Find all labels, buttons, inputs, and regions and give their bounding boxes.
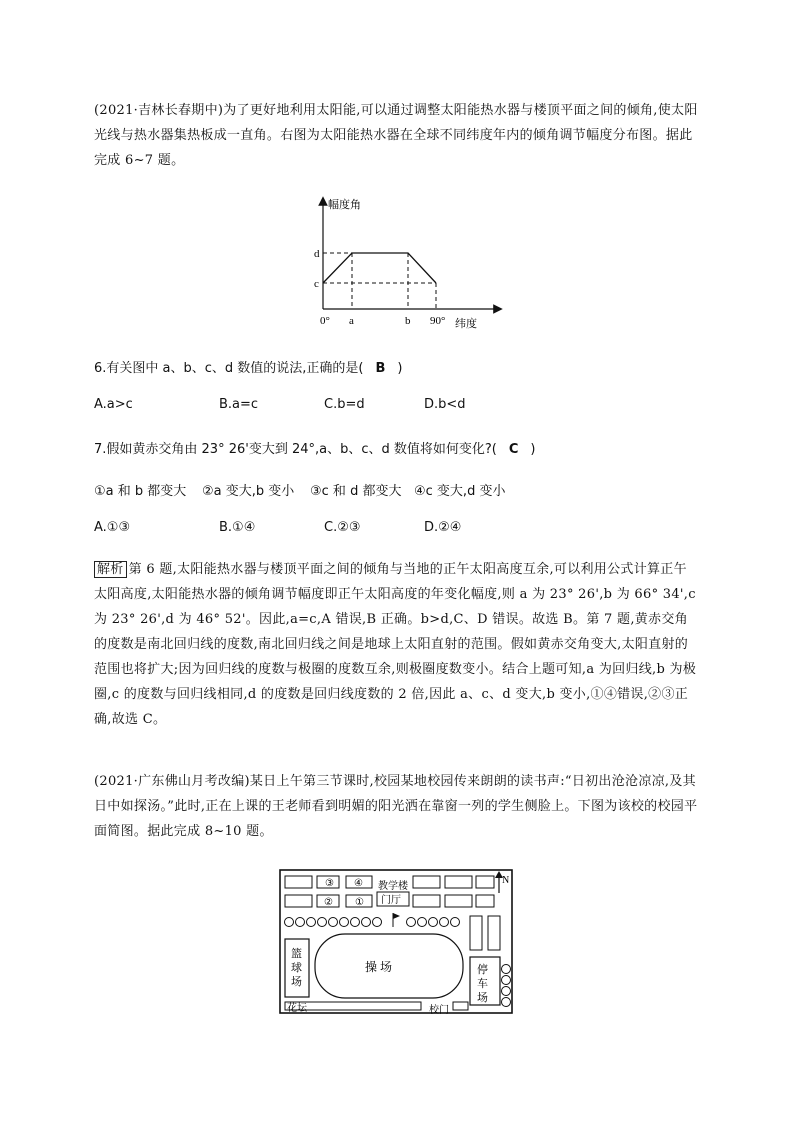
q6-option-c: C.b=d (324, 397, 365, 412)
playground-label: 操 场 (365, 960, 393, 974)
tilt-range-line (323, 253, 436, 283)
parking-label: 停车场 (477, 964, 488, 1004)
q7-option-c: C.②③ (324, 520, 361, 535)
q6-option-a: A.a>c (94, 397, 133, 412)
intro-paragraph-1: (2021·吉林长春期中)为了更好地利用太阳能,可以通过调整太阳能热水器与楼顶平面之间的倾角,使太阳光线与热水器集热板成一直角。右图为太阳能热水器在全球不同纬度年内的倾角调节幅度分布图。据此完成 6~7 题。 (94, 103, 698, 168)
question-7-close: ) (530, 442, 536, 457)
x-tick-90: 90° (430, 315, 446, 327)
x-tick-a: a (349, 315, 354, 327)
analysis-tag: 解析 (94, 561, 127, 578)
q6-option-b: B.a=c (219, 397, 259, 412)
gate-label: 校门 (429, 1005, 449, 1016)
room-2: ② (324, 897, 333, 908)
q7-option-b: B.①④ (219, 520, 256, 535)
room-4: ④ (354, 878, 363, 889)
question-7-answer: C (508, 442, 519, 457)
q7-option-d: D.②④ (424, 520, 462, 535)
q7-item-3: ③c 和 d 都变大 (310, 484, 402, 499)
garden-label: 花坛 (287, 1003, 307, 1014)
x-axis-label: 纬度 (455, 318, 477, 330)
question-6-answer: B (375, 361, 386, 376)
room-1: ① (355, 897, 364, 908)
intro-paragraph-2: (2021·广东佛山月考改编)某日上午第三节课时,校园某地校园传来朗朗的读书声:“日初出沧沧凉凉,及其日中如探汤。”此时,正在上课的王老师看到明媚的阳光洒在靠窗一列的学生侧脸上。下图为该校的校园平面简图。据此完成 8~10 题。 (94, 774, 698, 839)
analysis-text: 第 6 题,太阳能热水器与楼顶平面之间的倾角与当地的正午太阳高度互余,可以利用公式计算正午太阳高度,太阳能热水器的倾角调节幅度即正午太阳高度的年变化幅度,则 a 为 23° 26',b 为 66° 34',c 为 23° 26',d 为 46° 52'。因此,a=c,A 错误,B 正确。b>d,C、D 错误。故选 B。第 7 题,黄赤交角的度数是南北回归线的度数,南北回归线之间是地球上太阳直射的范围。假如黄赤交角变大,太阳直射的范围也将扩大;因为回归线的度数与极圈的度数互余,则极圈度数变小。结合上题可知,a 为回归线,b 为极圈,c 的度数与回归线相同,d 的度数是回归线度数的 2 倍,因此 a、c、d 变大,b 变小,①④错误,②③正确,故选 C。 (94, 562, 697, 727)
room-3: ③ (325, 878, 334, 889)
y-tick-d: d (314, 248, 320, 260)
question-7-stem: 7.假如黄赤交角由 23° 26'变大到 24°,a、b、c、d 数值将如何变化?( (94, 442, 497, 457)
teaching-building-label: 教学楼 (378, 881, 408, 892)
question-6-close: ) (397, 361, 403, 376)
q7-option-a: A.①③ (94, 520, 131, 535)
basketball-court-label: 篮球场 (291, 948, 302, 988)
q7-item-4: ④c 变大,d 变小 (414, 484, 506, 499)
north-label: N (502, 875, 510, 886)
x-tick-b: b (405, 315, 411, 327)
q6-option-d: D.b<d (424, 397, 466, 412)
question-6-stem: 6.有关图中 a、b、c、d 数值的说法,正确的是( (94, 361, 364, 376)
tilt-range-chart (312, 195, 512, 330)
q7-item-2: ②a 变大,b 变小 (202, 484, 295, 499)
question-6 (94, 357, 403, 376)
question-7 (94, 438, 535, 457)
y-axis-label: 幅度角 (328, 199, 361, 211)
campus-map (277, 867, 517, 1017)
x-tick-zero: 0° (320, 315, 330, 327)
q7-item-1: ①a 和 b 都变大 (94, 484, 187, 499)
y-tick-c: c (314, 278, 319, 290)
lobby-label: 门厅 (381, 895, 401, 906)
analysis-paragraph (94, 557, 700, 732)
